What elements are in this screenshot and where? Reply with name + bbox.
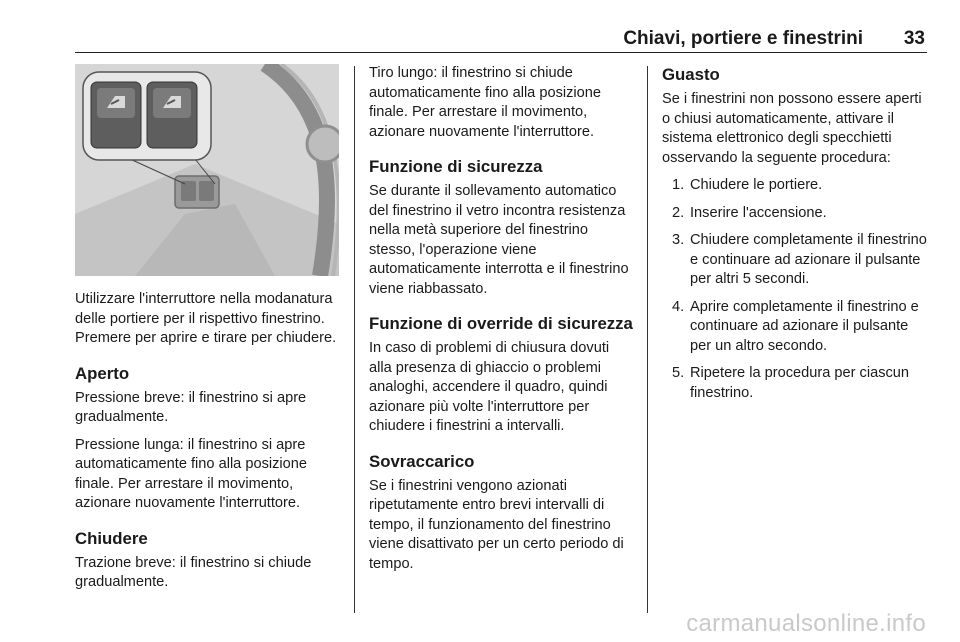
list-item — [662, 204, 928, 224]
aperto-paragraph-1: Pressione breve: il finestrino si apre gradualmente. — [75, 389, 307, 425]
list-item — [662, 364, 928, 403]
heading-aperto: Aperto — [75, 363, 130, 383]
sovraccarico-paragraph: Se i finestrini vengono azionati ripetutamente entro brevi intervalli di tempo, il funzionamento del finestrino viene disattivato per un certo periodo di tempo. — [369, 477, 624, 572]
tiro-lungo-paragraph: Tiro lungo: il finestrino si chiude automaticamente fino alla posizione finale. Per arrestare il movimento, azionare nuovamente l'interruttore. — [369, 65, 602, 140]
step-number: 3. — [672, 232, 685, 248]
watermark: carmanualsonline.info — [686, 610, 926, 637]
aperto-paragraph-2: Pressione lunga: il finestrino si apre automaticamente fino alla posizione finale. Per arrestare il movimento, azionare nuovamente l'interruttore. — [75, 436, 308, 511]
step-number: 5. — [672, 365, 685, 381]
step-number: 1. — [672, 177, 685, 193]
page-number: 33 — [903, 28, 925, 49]
window-switch-illustration-icon — [75, 64, 339, 276]
intro-paragraph: Utilizzare l'interruttore nella modanatura delle portiere per il rispettivo finestrino. Premere per aprire e tirare per chiudere. — [75, 291, 337, 346]
step-text: Aprire completamente il finestrino e continuare ad azionare il pulsante per un altro secondo. — [690, 298, 919, 354]
list-item — [662, 298, 928, 357]
sicurezza-paragraph: Se durante il sollevamento automatico del finestrino il vetro incontra resistenza nella metà superiore del finestrino stesso, l'operazione viene automaticamente interrotta e il finestrino viene riabbassato. — [369, 183, 629, 297]
step-text: Inserire l'accensione. — [690, 204, 827, 221]
step-text: Chiudere le portiere. — [690, 177, 823, 193]
heading-funzione-sicurezza: Funzione di sicurezza — [369, 157, 543, 176]
step-text: Chiudere completamente il finestrino e continuare ad azionare il pulsante per altri 5 secondi. — [690, 232, 927, 287]
heading-sovraccarico: Sovraccarico — [369, 451, 475, 471]
list-item — [662, 231, 928, 290]
column-2 — [369, 64, 634, 582]
column-divider — [354, 66, 355, 613]
list-item — [662, 176, 928, 196]
heading-chiudere: Chiudere — [75, 528, 148, 548]
step-text: Ripetere la procedura per ciascun finestrino. — [690, 365, 910, 401]
heading-override-sicurezza: Funzione di override di sicurezza — [369, 314, 633, 333]
column-divider — [647, 66, 648, 613]
column-1 — [75, 64, 341, 601]
step-number: 4. — [672, 298, 685, 315]
page-title: Chiavi, portiere e finestrini — [623, 28, 863, 49]
procedure-steps — [662, 176, 928, 403]
column-3 — [662, 64, 928, 411]
page-header — [75, 24, 927, 53]
step-number: 2. — [672, 204, 685, 221]
override-paragraph: In caso di problemi di chiusura dovuti alla presenza di ghiaccio o problemi analoghi, accendere il quadro, quindi azionare più volte l'interruttore per chiudere i finestrini a intervalli. — [369, 340, 610, 434]
guasto-paragraph: Se i finestrini non possono essere aperti o chiusi automaticamente, attivare il sistema elettronico degli specchietti osservando la seguente procedura: — [662, 91, 922, 166]
chiudere-paragraph-1: Trazione breve: il finestrino si chiude gradualmente. — [75, 554, 312, 590]
heading-guasto: Guasto — [662, 65, 720, 84]
